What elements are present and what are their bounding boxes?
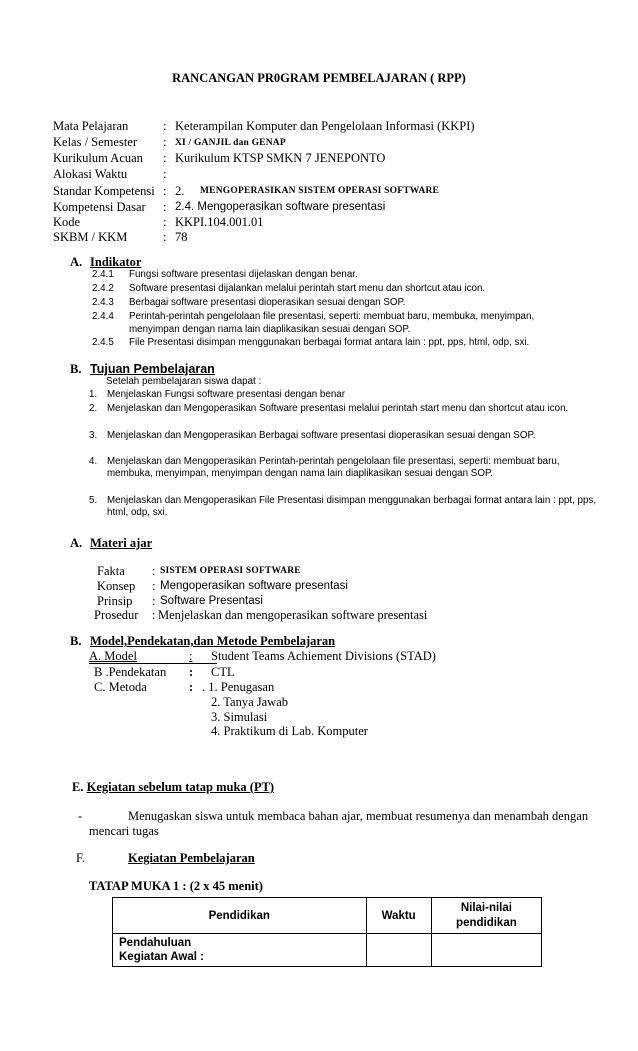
- materi-row-konsep: [97, 579, 135, 594]
- item-number: 2.4.5: [92, 337, 114, 348]
- cell-waktu: [366, 934, 431, 967]
- meta-value: 78: [175, 230, 188, 244]
- tatap-muka-heading: TATAP MUKA 1 : (2 x 45 menit): [89, 879, 263, 893]
- section-letter: B.: [70, 634, 82, 648]
- model-label-text: A. Model: [89, 649, 137, 663]
- item-number: 4.: [89, 456, 98, 467]
- table-row: [113, 934, 542, 967]
- section-title: Tujuan Pembelajaran: [90, 362, 215, 376]
- meta-colon: :: [163, 151, 167, 165]
- item-text: Menjelaskan Fungsi software presentasi dengan benar: [107, 389, 345, 400]
- section-letter: B.: [70, 362, 82, 376]
- section-letter: A.: [70, 255, 83, 269]
- item-text: Perintah-perintah pengelolaan file presentasi, seperti: membuat baru, membuka, menyimpan,: [129, 311, 535, 322]
- materi-row-prosedur: [94, 608, 138, 623]
- kegiatan-table: [112, 897, 542, 967]
- materi-label: Konsep: [97, 579, 136, 593]
- model-colon: :: [189, 649, 193, 663]
- materi-label: Prinsip: [97, 594, 133, 608]
- meta-colon: :: [163, 200, 167, 214]
- tujuan-intro: Setelah pembelajaran siswa dapat :: [106, 376, 262, 387]
- item-text-continued: menyimpan dengan nama lain diaplikasikan sesuai dengan SOP.: [129, 324, 411, 335]
- model-label: [89, 649, 211, 664]
- meta-label: Kurikulum Acuan: [53, 151, 143, 165]
- section-title: Model,Pendekatan,dan Metode Pembelajaran: [90, 634, 336, 648]
- header-nilai: Nilai-nilai pendidikan: [431, 898, 541, 934]
- meta-value: Kurikulum KTSP SMKN 7 JENEPONTO: [175, 151, 386, 165]
- meta-label: Alokasi Waktu: [53, 167, 128, 181]
- header-pendidikan: Pendidikan: [113, 898, 367, 934]
- meta-colon: :: [163, 215, 167, 229]
- meta-value: MENGOPERASIKAN SISTEM OPERASI SOFTWARE: [200, 186, 440, 196]
- pendekatan-colon: :: [189, 665, 194, 679]
- materi-label: Prosedur: [94, 608, 139, 622]
- metoda-item: 3. Simulasi: [211, 710, 268, 724]
- section-title: Materi ajar: [90, 536, 153, 550]
- item-number: 1.: [89, 389, 98, 400]
- item-text: Fungsi software presentasi dijelaskan dengan benar.: [129, 269, 358, 280]
- pendekatan-label: B .Pendekatan: [94, 665, 167, 679]
- section-indikator-heading: [70, 255, 141, 270]
- section-tujuan-heading: [70, 362, 215, 377]
- item-text: Berbagai software presentasi dioperasikan sesuai dengan SOP.: [129, 297, 406, 308]
- item-number: 5.: [89, 495, 98, 506]
- item-number: 3.: [89, 430, 98, 441]
- section-letter: E.: [72, 780, 84, 794]
- bullet-dash: -: [78, 809, 83, 823]
- materi-colon: :: [152, 608, 156, 622]
- section-f-letter: F.: [76, 851, 86, 865]
- section-letter: A.: [70, 536, 83, 550]
- cell-line: Kegiatan Awal :: [119, 951, 204, 963]
- materi-colon: :: [152, 579, 156, 593]
- pendekatan-value: CTL: [211, 665, 235, 679]
- item-text: Software presentasi dijalankan melalui perintah start menu dan shortcut atau icon.: [129, 283, 486, 294]
- meta-colon: :: [163, 167, 167, 181]
- meta-label: Mata Pelajaran: [53, 119, 129, 133]
- item-text: Menjelaskan dan Mengoperasikan File Presentasi disimpan menggunakan berbagai format antara lain : ppt, pps, html, odp, sxi.: [107, 495, 597, 519]
- cell-line: Pendahuluan: [119, 937, 192, 949]
- item-text: Menjelaskan dan Mengoperasikan Berbagai software presentasi dioperasikan sesuai dengan SOP.: [107, 430, 536, 441]
- section-title: Indikator: [90, 255, 142, 269]
- section-e-text-continued: mencari tugas: [89, 824, 159, 838]
- item-text: Menjelaskan dan Mengoperasikan Perintah-perintah pengelolaan file presentasi, seperti: membuat baru, membuka, menyimpan, menyimpan dengan nama lain diaplikasikan sesuai dengan SOP.: [107, 456, 560, 480]
- meta-value: KKPI.104.001.01: [175, 215, 264, 229]
- section-e-text: Menugaskan siswa untuk membaca bahan ajar, membuat resumenya dan menambah dengan: [128, 809, 589, 823]
- section-model-heading: [70, 634, 335, 649]
- meta-colon: :: [163, 184, 167, 198]
- materi-row-fakta: [97, 564, 125, 579]
- meta-colon: :: [163, 230, 167, 244]
- item-text: Menjelaskan dan Mengoperasikan Software presentasi melalui perintah start menu dan shortcut atau icon.: [107, 403, 569, 414]
- materi-label: Fakta: [97, 564, 125, 578]
- meta-value: 2.4. Mengoperasikan software presentasi: [175, 201, 386, 213]
- cell-pendahuluan: [113, 934, 367, 967]
- metoda-item: 2. Tanya Jawab: [211, 695, 288, 709]
- model-underline: [89, 663, 217, 664]
- meta-label: SKBM / KKM: [53, 230, 128, 244]
- model-value: Student Teams Achiement Divisions (STAD): [211, 649, 436, 663]
- item-text: File Presentasi disimpan menggunakan berbagai format antara lain : ppt, pps, html, odp, sxi.: [129, 337, 530, 348]
- section-materi-heading: [70, 536, 152, 551]
- materi-row-prinsip: [97, 594, 132, 609]
- materi-colon: :: [152, 594, 156, 608]
- table-header-row: [113, 898, 542, 934]
- meta-colon: :: [163, 135, 167, 149]
- materi-value: Mengoperasikan software presentasi: [160, 580, 348, 592]
- metoda-label: C. Metoda: [94, 680, 147, 694]
- metoda-item: . 1. Penugasan: [202, 680, 275, 694]
- item-number: 2.4.4: [92, 311, 114, 322]
- section-f-title: Kegiatan Pembelajaran: [128, 851, 255, 865]
- item-number: 2.: [89, 403, 98, 414]
- item-number: 2.4.1: [92, 269, 114, 280]
- header-waktu: Waktu: [366, 898, 431, 934]
- meta-label: Kompetensi Dasar: [53, 200, 146, 214]
- meta-label: Kode: [53, 215, 81, 229]
- cell-nilai: [431, 934, 541, 967]
- materi-value: Menjelaskan dan mengoperasikan software presentasi: [158, 608, 428, 622]
- meta-label: Standar Kompetensi: [53, 184, 155, 198]
- meta-value-number: 2.: [175, 184, 185, 198]
- materi-value: Software Presentasi: [160, 595, 263, 607]
- metoda-colon: :: [189, 680, 194, 694]
- meta-label: Kelas / Semester: [53, 135, 138, 149]
- materi-colon: :: [152, 564, 156, 578]
- meta-value: XI / GANJIL dan GENAP: [175, 138, 286, 148]
- meta-value: Keterampilan Komputer dan Pengelolaan Informasi (KKPI): [175, 119, 475, 133]
- page-title: RANCANGAN PR0GRAM PEMBELAJARAN ( RPP): [172, 71, 466, 85]
- section-e-heading: [72, 780, 274, 795]
- meta-colon: :: [163, 119, 167, 133]
- metoda-item: 4. Praktikum di Lab. Komputer: [211, 724, 368, 738]
- item-number: 2.4.3: [92, 297, 114, 308]
- item-number: 2.4.2: [92, 283, 114, 294]
- section-title: Kegiatan sebelum tatap muka (PT): [86, 780, 275, 794]
- materi-value: SISTEM OPERASI SOFTWARE: [160, 566, 301, 576]
